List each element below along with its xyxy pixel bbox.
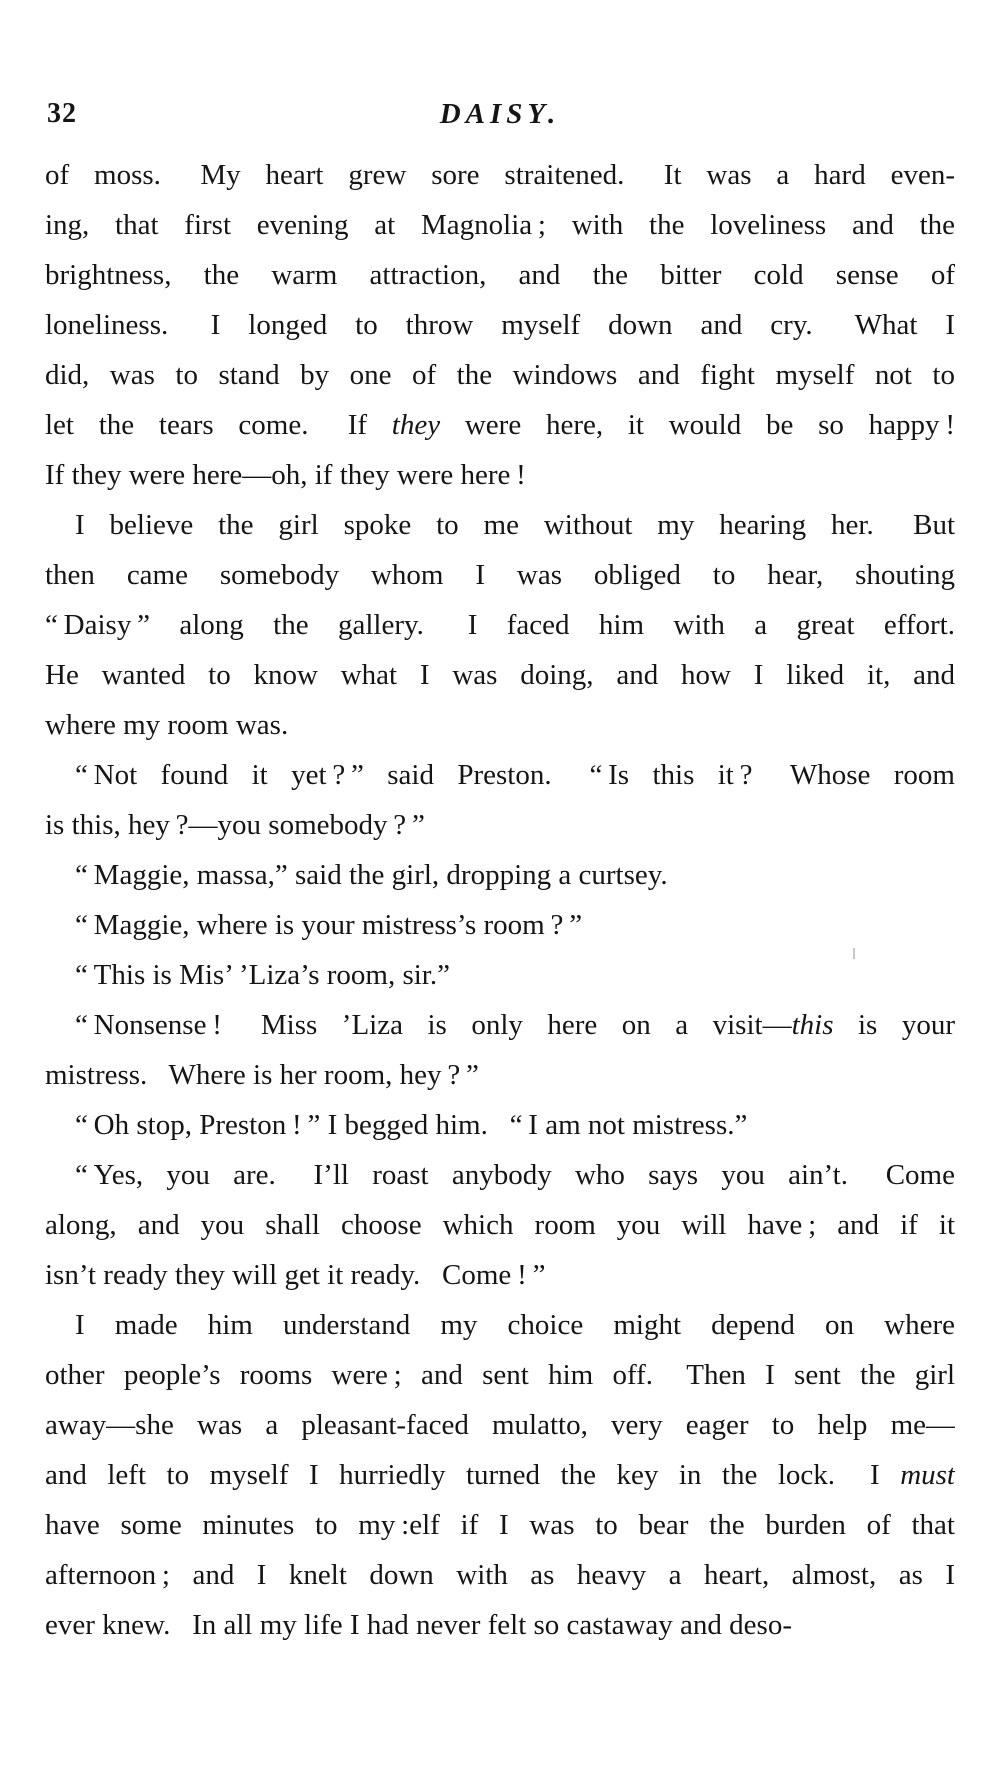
text-line — [45, 950, 955, 1000]
text-segment: “ Oh stop, Preston ! ” I begged him. “ I am not mistress.” — [75, 1109, 748, 1141]
text-segment: along, and you shall choose which room you will have ; and if it — [45, 1209, 955, 1241]
text-segment: brightness, the warm attraction, and the bitter cold sense of — [45, 259, 955, 291]
text-segment: were here, it would be so happy ! — [440, 409, 955, 441]
paragraph — [45, 850, 955, 900]
paragraph — [45, 900, 955, 950]
text-segment: is your — [833, 1009, 955, 1041]
text-segment: of moss. My heart grew sore straitened. It was a hard even- — [45, 159, 955, 191]
text-segment: “ Maggie, massa,” said the girl, dropping a curtsey. — [75, 859, 668, 891]
text-line — [45, 1200, 955, 1250]
text-segment: have some minutes to my :elf if I was to bear the burden of that — [45, 1509, 955, 1541]
text-line — [45, 1400, 955, 1450]
text-line — [45, 650, 955, 700]
italic-text: must — [900, 1459, 955, 1491]
text-segment: “ Daisy ” along the gallery. I faced him with a great effort. — [45, 609, 955, 641]
text-line — [45, 1050, 955, 1100]
text-segment: where my room was. — [45, 709, 289, 741]
text-line — [45, 350, 955, 400]
paragraph — [45, 1000, 955, 1100]
text-segment: and left to myself I hurriedly turned the key in the lock. I — [45, 1459, 901, 1491]
text-line — [45, 1500, 955, 1550]
paragraph — [45, 1300, 955, 1650]
text-line — [45, 1150, 955, 1200]
text-line — [45, 500, 955, 550]
text-line — [45, 850, 955, 900]
text-segment: away—she was a pleasant-faced mulatto, very eager to help me— — [45, 1409, 955, 1441]
text-line — [45, 1600, 955, 1650]
text-line — [45, 600, 955, 650]
body-text — [45, 150, 955, 1650]
text-line — [45, 900, 955, 950]
text-line — [45, 1300, 955, 1350]
text-segment: He wanted to know what I was doing, and how I liked it, and — [45, 659, 955, 691]
text-segment: I made him understand my choice might depend on where — [75, 1309, 955, 1341]
text-segment: did, was to stand by one of the windows and fight myself not to — [45, 359, 955, 391]
text-line — [45, 750, 955, 800]
text-segment: loneliness. I longed to throw myself down and cry. What I — [45, 309, 955, 341]
text-segment: “ Yes, you are. I’ll roast anybody who says you ain’t. Come — [75, 1159, 955, 1191]
italic-text: this — [791, 1009, 834, 1041]
running-head-title: DAISY. — [439, 98, 561, 130]
text-segment: isn’t ready they will get it ready. Come ! ” — [45, 1259, 546, 1291]
text-line — [45, 150, 955, 200]
text-line — [45, 300, 955, 350]
text-line — [45, 1100, 955, 1150]
text-line — [45, 450, 955, 500]
paragraph — [45, 950, 955, 1000]
text-segment: mistress. Where is her room, hey ? ” — [45, 1059, 479, 1091]
text-segment: “ Not found it yet ? ” said Preston. “ Is this it ? Whose room — [75, 759, 955, 791]
page-number: 32 — [47, 98, 77, 129]
text-line — [45, 250, 955, 300]
text-line — [45, 550, 955, 600]
text-segment: let the tears come. If — [45, 409, 392, 441]
text-line — [45, 200, 955, 250]
scan-artifact-mark — [853, 948, 855, 959]
text-line — [45, 1000, 955, 1050]
text-line — [45, 800, 955, 850]
text-segment: “ Maggie, where is your mistress’s room ? ” — [75, 909, 583, 941]
text-line — [45, 1250, 955, 1300]
text-line — [45, 1550, 955, 1600]
text-segment: other people’s rooms were ; and sent him off. Then I sent the girl — [45, 1359, 955, 1391]
text-segment: ing, that first evening at Magnolia ; with the loveliness and the — [45, 209, 955, 241]
text-line — [45, 400, 955, 450]
text-segment: then came somebody whom I was obliged to hear, shouting — [45, 559, 955, 591]
text-segment: I believe the girl spoke to me without my hearing her. But — [75, 509, 955, 541]
paragraph — [45, 750, 955, 850]
text-segment: “ This is Mis’ ’Liza’s room, sir.” — [75, 959, 450, 991]
text-segment: afternoon ; and I knelt down with as heavy a heart, almost, as I — [45, 1559, 955, 1591]
text-line — [45, 1450, 955, 1500]
text-segment: If they were here—oh, if they were here ! — [45, 459, 526, 491]
page-header — [45, 98, 955, 138]
paragraph — [45, 150, 955, 500]
paragraph — [45, 1150, 955, 1300]
paragraph — [45, 1100, 955, 1150]
text-segment: “ Nonsense ! Miss ’Liza is only here on a visit— — [75, 1009, 792, 1041]
text-segment: is this, hey ?—you somebody ? ” — [45, 809, 425, 841]
text-line — [45, 700, 955, 750]
text-line — [45, 1350, 955, 1400]
italic-text: they — [391, 409, 441, 441]
paragraph — [45, 500, 955, 750]
text-segment: ever knew. In all my life I had never felt so castaway and deso- — [45, 1609, 792, 1641]
